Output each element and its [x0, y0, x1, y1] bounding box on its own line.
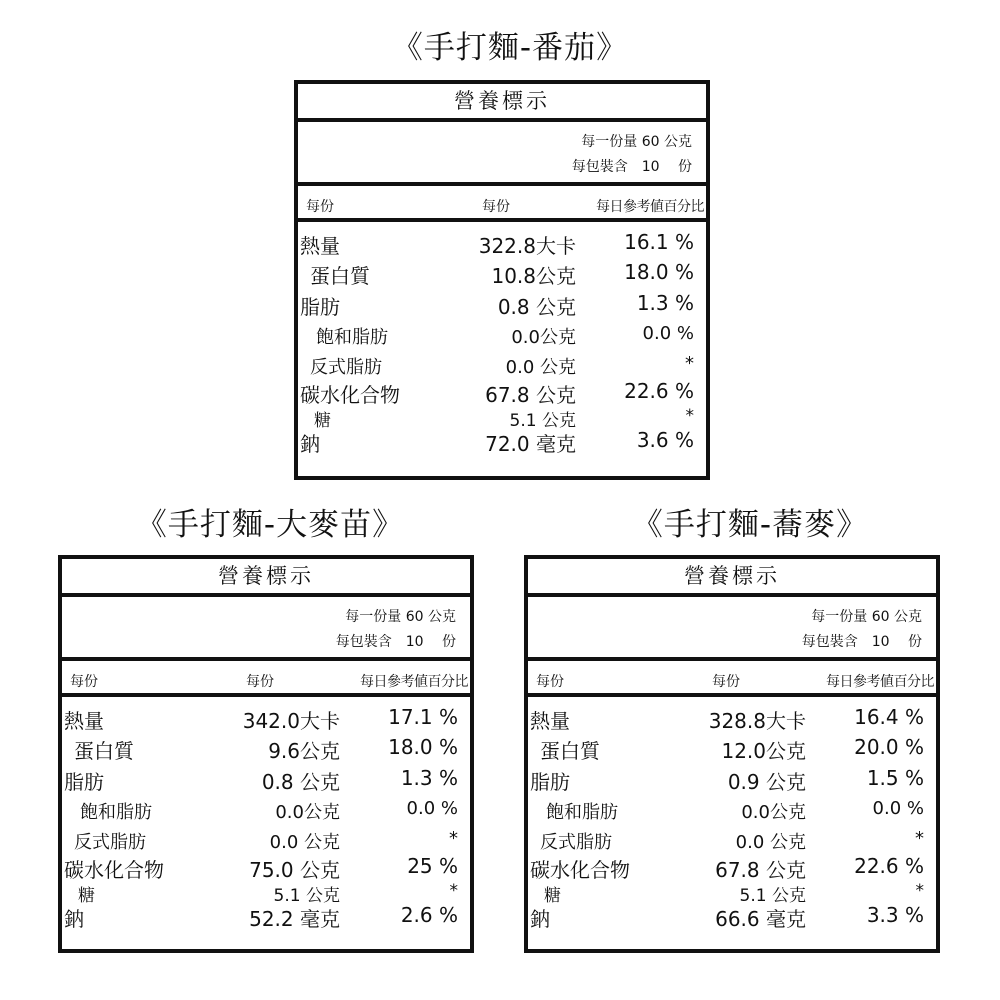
row-protein [528, 735, 936, 765]
nutrient-daily-pct: 0.0 % [872, 798, 924, 819]
nutrient-daily-pct: * [449, 828, 458, 849]
col-per-serving: 每份 [712, 674, 740, 690]
nutrient-amount: 66.6 毫克 [715, 907, 806, 931]
nutrient-amount: 5.1 公克 [509, 411, 576, 431]
nutrient-name: 鈉 [300, 432, 320, 456]
nutrient-daily-pct: * [685, 406, 694, 426]
nutrient-name: 糖 [314, 411, 331, 431]
servings-per-pack: 每包裝含 10 份 [571, 159, 692, 175]
nutrient-amount: 0.0公克 [511, 327, 576, 348]
nutrition-label-buckwheat [524, 555, 940, 953]
col-per-serving-left: 每份 [536, 674, 564, 690]
nutrient-amount: 0.0 公克 [269, 832, 340, 853]
product-title-tomato: 《手打麵-番茄》 [391, 30, 629, 66]
col-daily-percent: 每日參考値百分比 [826, 674, 934, 690]
serving-info [62, 597, 470, 661]
nutrient-amount: 0.0 公克 [505, 357, 576, 378]
nutrient-amount: 322.8大卡 [478, 234, 576, 258]
nutrient-amount: 10.8公克 [491, 264, 576, 288]
nutrient-name: 熱量 [64, 709, 104, 733]
serving-size: 每一份量 60 公克 [811, 609, 922, 625]
serving-size: 每一份量 60 公克 [581, 134, 692, 150]
row-calories [298, 230, 706, 260]
nutrient-name: 脂肪 [64, 770, 104, 794]
nutrient-name: 糖 [78, 886, 95, 906]
servings-per-pack: 每包裝含 10 份 [801, 634, 922, 650]
nutrient-name: 碳水化合物 [300, 383, 400, 407]
product-title-barley-grass: 《手打麵-大麥苗》 [135, 507, 405, 543]
nutrient-daily-pct: 1.3 % [636, 291, 694, 315]
col-per-serving: 每份 [482, 199, 510, 215]
nutrient-name: 反式脂肪 [74, 832, 146, 853]
label-header: 營養標示 [298, 84, 706, 122]
nutrient-daily-pct: 18.0 % [388, 735, 458, 759]
nutrient-daily-pct: 20.0 % [854, 735, 924, 759]
row-fat [62, 766, 470, 796]
label-header: 營養標示 [528, 559, 936, 597]
row-carbohydrate [62, 854, 470, 884]
nutrient-amount: 67.8 公克 [485, 383, 576, 407]
col-per-serving: 每份 [246, 674, 274, 690]
serving-info [528, 597, 936, 661]
nutrient-name: 飽和脂肪 [80, 802, 152, 823]
nutrient-daily-pct: 2.6 % [400, 903, 458, 927]
row-calories [528, 705, 936, 735]
nutrient-daily-pct: * [915, 828, 924, 849]
col-daily-percent: 每日參考値百分比 [360, 674, 468, 690]
nutrient-daily-pct: 0.0 % [642, 323, 694, 344]
nutrient-name: 反式脂肪 [310, 357, 382, 378]
nutrient-amount: 5.1 公克 [739, 886, 806, 906]
nutrient-daily-pct: * [449, 881, 458, 901]
row-carbohydrate [528, 854, 936, 884]
servings-per-pack: 每包裝含 10 份 [335, 634, 456, 650]
nutrient-amount: 342.0大卡 [242, 709, 340, 733]
nutrient-daily-pct: 3.6 % [636, 428, 694, 452]
nutrient-name: 飽和脂肪 [316, 327, 388, 348]
row-calories [62, 705, 470, 735]
row-fat [528, 766, 936, 796]
column-header [62, 661, 470, 697]
nutrient-name: 蛋白質 [74, 739, 134, 763]
row-saturated-fat [528, 798, 936, 828]
row-saturated-fat [298, 323, 706, 353]
col-daily-percent: 每日參考値百分比 [596, 199, 704, 215]
nutrient-daily-pct: 16.4 % [854, 705, 924, 729]
nutrient-amount: 0.0公克 [741, 802, 806, 823]
nutrient-daily-pct: 1.5 % [866, 766, 924, 790]
nutrient-name: 鈉 [64, 907, 84, 931]
nutrient-amount: 9.6公克 [268, 739, 340, 763]
nutrient-amount: 52.2 毫克 [249, 907, 340, 931]
row-carbohydrate [298, 379, 706, 409]
row-fat [298, 291, 706, 321]
row-sodium [298, 428, 706, 458]
row-protein [298, 260, 706, 290]
serving-info [298, 122, 706, 186]
nutrient-daily-pct: 25 % [407, 854, 458, 878]
nutrient-daily-pct: 22.6 % [624, 379, 694, 403]
nutrient-daily-pct: 22.6 % [854, 854, 924, 878]
nutrient-amount: 0.9 公克 [727, 770, 806, 794]
nutrient-name: 反式脂肪 [540, 832, 612, 853]
col-per-serving-left: 每份 [306, 199, 334, 215]
nutrient-name: 脂肪 [530, 770, 570, 794]
nutrient-daily-pct: * [685, 353, 694, 374]
nutrient-name: 蛋白質 [540, 739, 600, 763]
nutrient-amount: 72.0 毫克 [485, 432, 576, 456]
nutrition-label-barley-grass [58, 555, 474, 953]
col-per-serving-left: 每份 [70, 674, 98, 690]
nutrient-amount: 0.8 公克 [497, 295, 576, 319]
nutrition-label-tomato [294, 80, 710, 480]
nutrient-name: 脂肪 [300, 295, 340, 319]
nutrient-amount: 0.0 公克 [735, 832, 806, 853]
nutrient-name: 蛋白質 [310, 264, 370, 288]
label-header: 營養標示 [62, 559, 470, 597]
nutrient-amount: 0.0公克 [275, 802, 340, 823]
column-header [528, 661, 936, 697]
nutrient-amount: 328.8大卡 [708, 709, 806, 733]
nutrient-name: 糖 [544, 886, 561, 906]
nutrient-daily-pct: 0.0 % [406, 798, 458, 819]
nutrient-name: 飽和脂肪 [546, 802, 618, 823]
nutrient-amount: 12.0公克 [721, 739, 806, 763]
nutrient-amount: 5.1 公克 [273, 886, 340, 906]
nutrient-daily-pct: * [915, 881, 924, 901]
nutrient-name: 鈉 [530, 907, 550, 931]
nutrient-amount: 0.8 公克 [261, 770, 340, 794]
nutrient-daily-pct: 16.1 % [624, 230, 694, 254]
nutrient-daily-pct: 17.1 % [388, 705, 458, 729]
nutrient-daily-pct: 1.3 % [400, 766, 458, 790]
column-header [298, 186, 706, 222]
nutrient-name: 熱量 [530, 709, 570, 733]
nutrient-daily-pct: 3.3 % [866, 903, 924, 927]
product-title-buckwheat: 《手打麵-蕎麥》 [631, 507, 869, 543]
nutrient-name: 熱量 [300, 234, 340, 258]
nutrient-amount: 67.8 公克 [715, 858, 806, 882]
row-saturated-fat [62, 798, 470, 828]
row-sodium [528, 903, 936, 933]
row-sodium [62, 903, 470, 933]
row-protein [62, 735, 470, 765]
nutrient-daily-pct: 18.0 % [624, 260, 694, 284]
serving-size: 每一份量 60 公克 [345, 609, 456, 625]
nutrient-amount: 75.0 公克 [249, 858, 340, 882]
nutrient-name: 碳水化合物 [64, 858, 164, 882]
nutrient-name: 碳水化合物 [530, 858, 630, 882]
